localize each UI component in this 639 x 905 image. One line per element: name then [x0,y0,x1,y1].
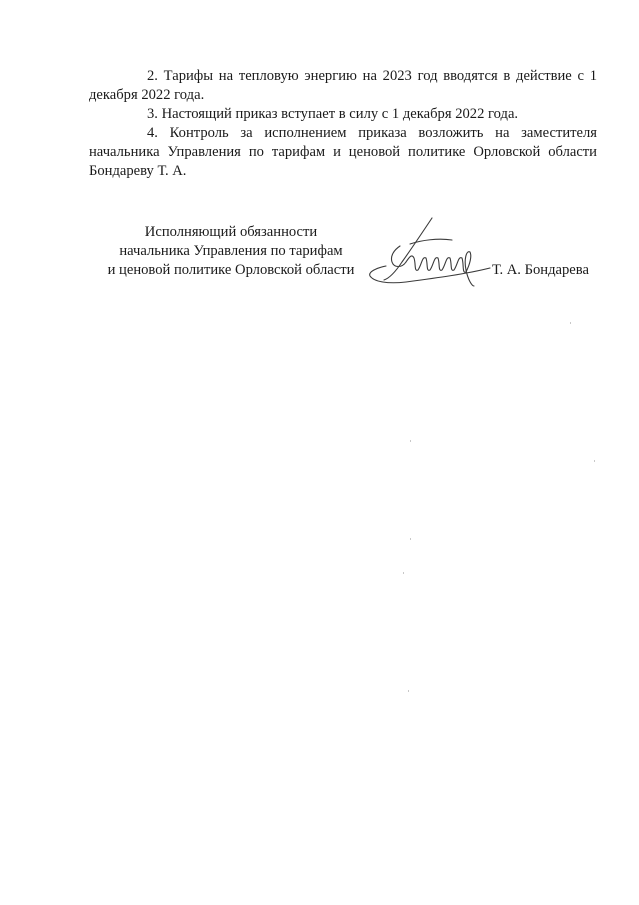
scan-speck [410,538,411,540]
paragraph-control: 4. Контроль за исполнением приказа возложить на заместителя начальника Управления по тарифам и ценовой политике Орловской области Бондареву Т. А. [89,125,597,179]
paragraph-order-effective: 3. Настоящий приказ вступает в силу с 1 декабря 2022 года. [147,106,519,122]
position-line: начальника Управления по тарифам [119,243,343,259]
signer-name: Т. А. Бондарева [492,262,589,278]
order-body [89,67,597,181]
position-line: и ценовой политике Орловской области [107,262,355,278]
signatory-position [96,223,366,280]
scan-speck [570,322,571,324]
scan-speck [594,460,595,462]
paragraph-tariffs-effective: 2. Тарифы на тепловую энергию на 2023 год вводятся в действие с 1 декабря 2022 года. [89,68,597,103]
handwritten-signature [366,216,492,288]
scan-speck [410,440,411,442]
scan-speck [408,690,409,692]
scan-speck [403,572,404,574]
position-line: Исполняющий обязанности [144,224,318,240]
